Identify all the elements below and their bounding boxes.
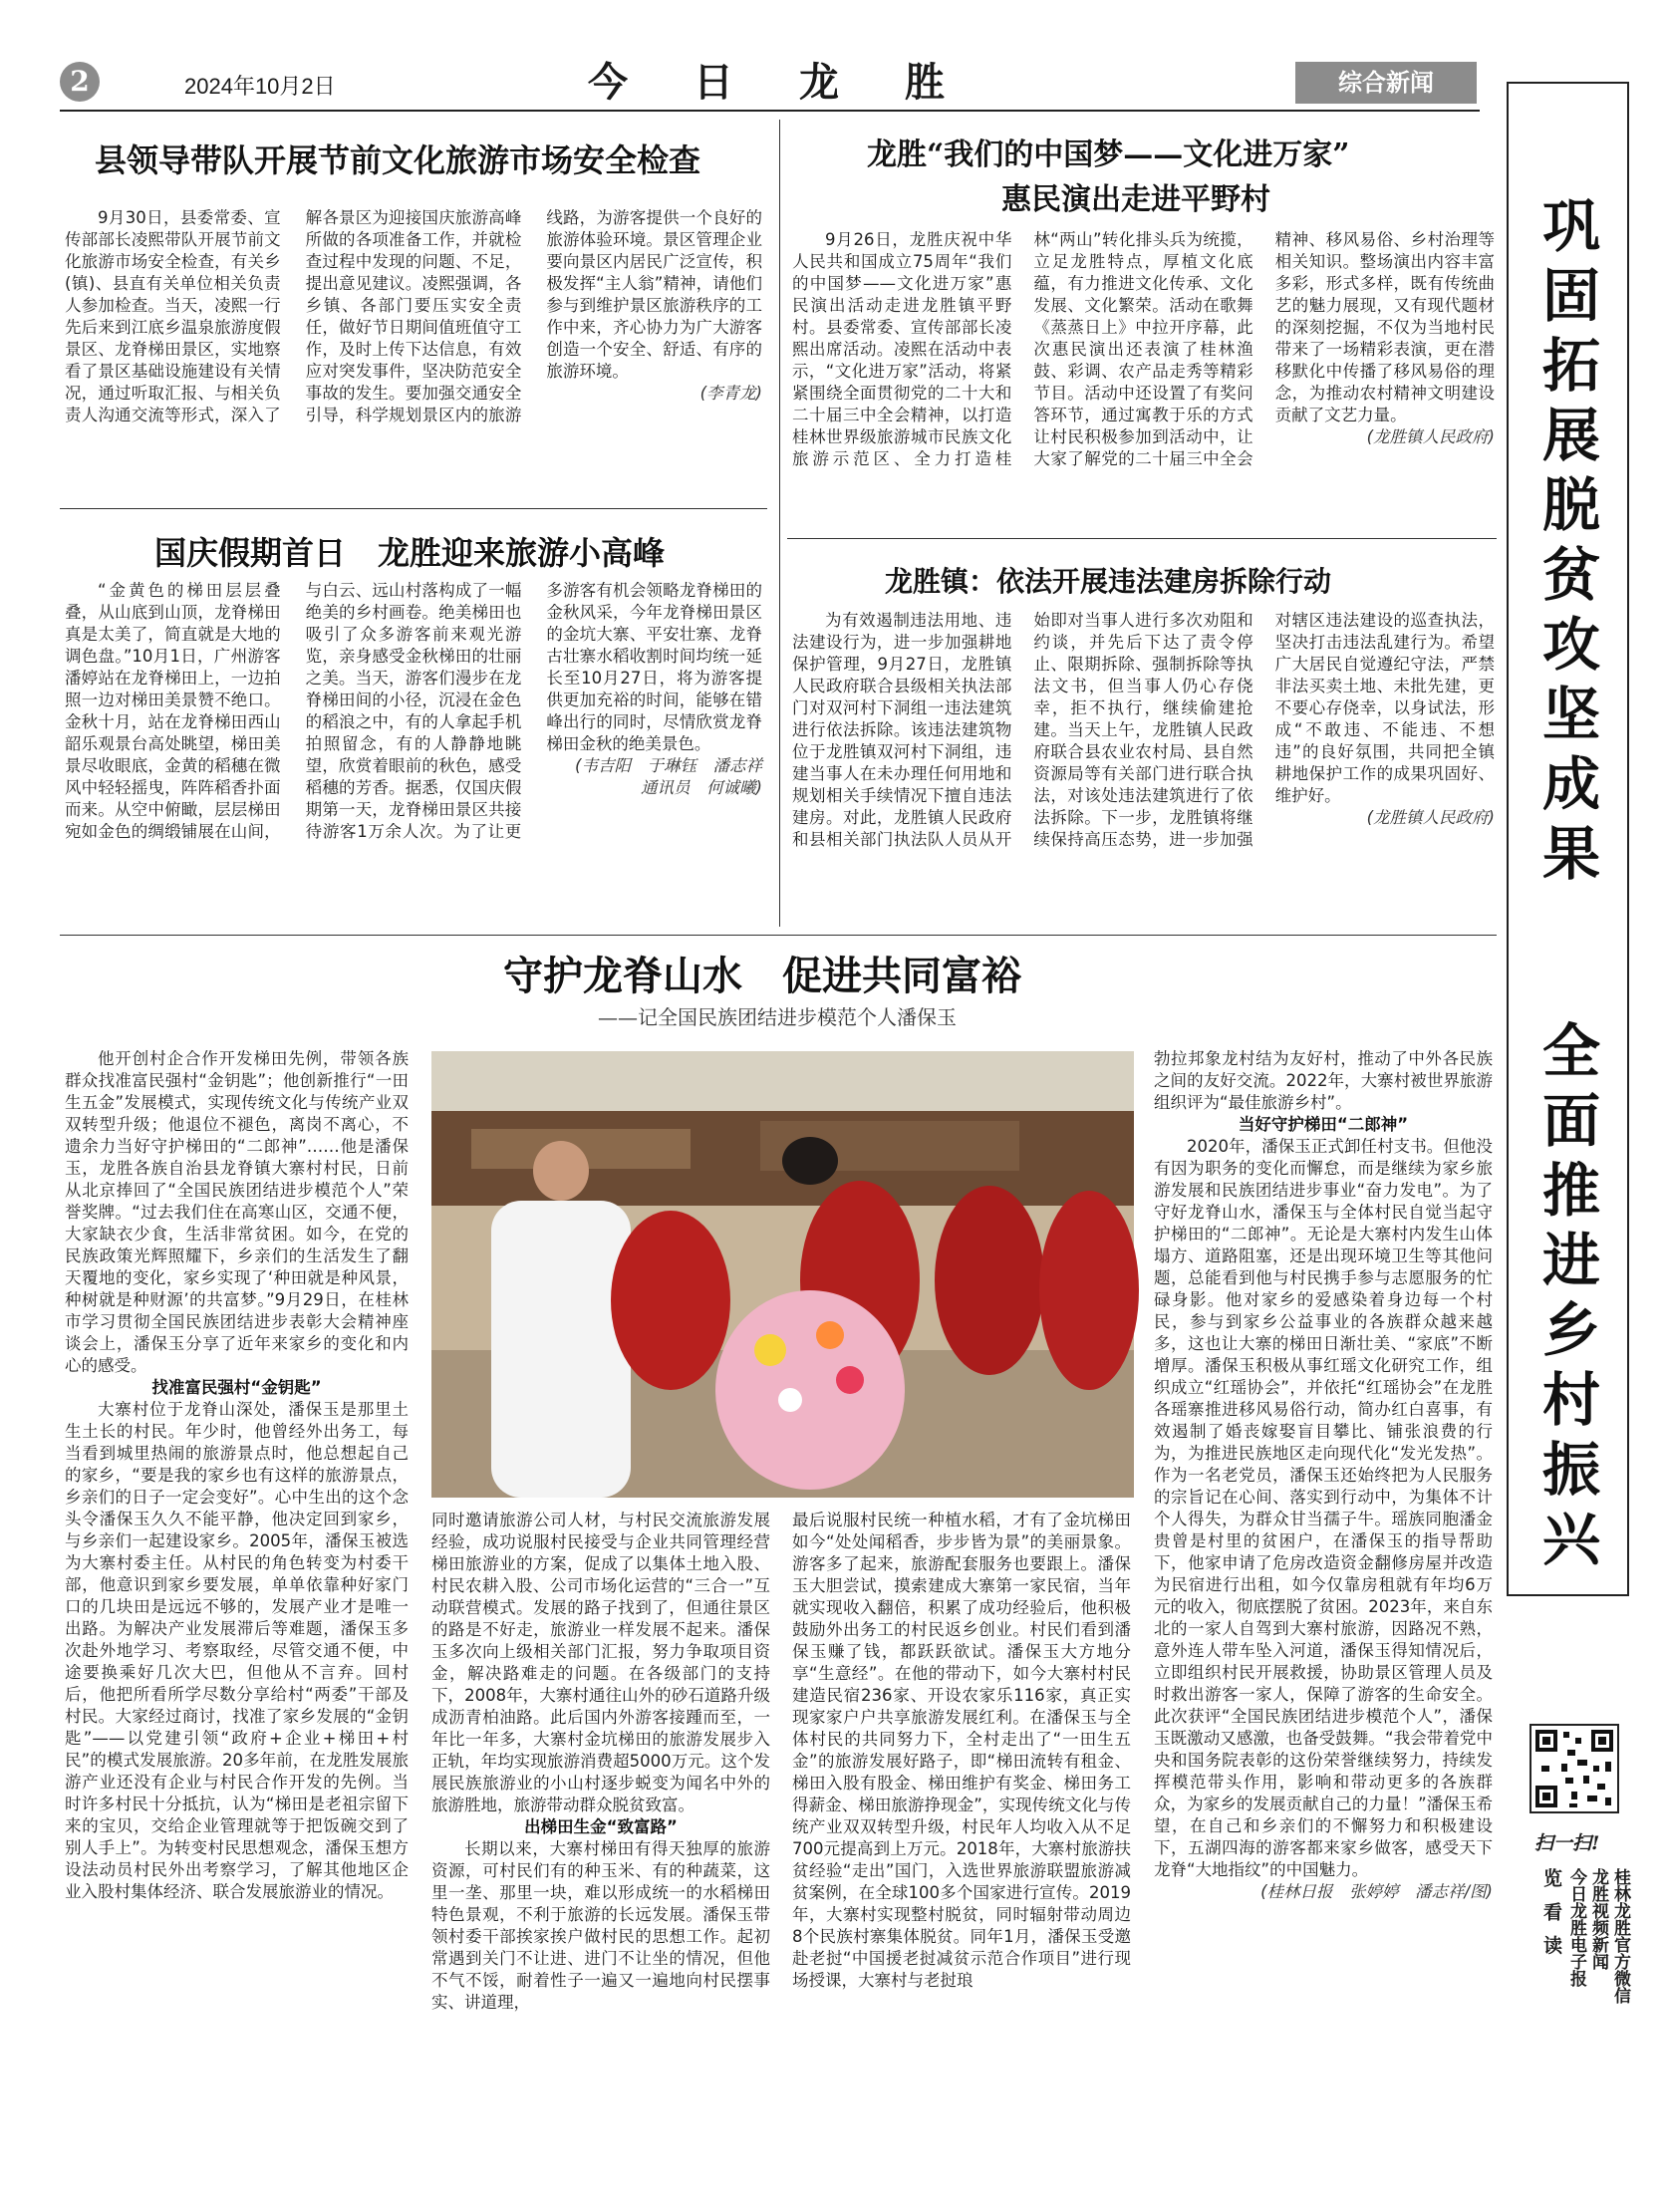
article-4-title: 龙胜镇：依法开展违法建房拆除行动	[885, 565, 1332, 598]
article-1-credit: (李青龙)	[699, 384, 762, 403]
article-2-credit: (韦吉阳 于琳钰 潘志祥 通讯员 何诚曦)	[575, 756, 779, 797]
masthead-char: 胜	[905, 59, 947, 106]
feature-col-2	[431, 1510, 770, 2154]
slogan-line-2: 全面推进乡村振兴	[1532, 1020, 1600, 1578]
feature-subhead: 找准富民强村“金钥匙”	[151, 1378, 322, 1397]
qr-link-wechat[interactable]: 桂林龙胜官方微信	[1610, 1868, 1630, 2004]
feature-col-4	[1154, 1048, 1493, 2154]
masthead	[588, 58, 947, 108]
article-4-text: 为有效遏制违法用地、违法建设行为，进一步加强耕地保护管理，9月27日，龙胜镇人民政府联合县级相关执法部门对双河村下洞组一违法建筑进行依法拆除。该违法建筑物位于龙胜镇双河村下洞组，违建当事人在未办理任何用地和规划相关手续情况下擅自违法建房。对此，龙胜镇人民政府和县相关部门执法队人员从开始即对当事人进行多次劝阻和约谈，并先后下达了责令停止、限期拆除、强制拆除等执法文书，但当事人仍心存侥幸，拒不执行，继续偷建抢建。当天上午，龙胜镇人民政府联合县农业农村局、县自然资源局等有关部门进行联合执法，对该处违法建筑进行了依法拆除。下一步，龙胜镇将继续保持高压态势，进一步加强对辖区违法建设的巡查执法，坚决打击违法乱建行为。希望广大居民自觉遵纪守法，严禁非法买卖土地、未批先建，更不要心存侥幸，以身试法，形成“不敢违、不能违、不想违”的良好氛围，共同把全镇耕地保护工作的成果巩固好、维护好。	[792, 611, 1495, 849]
feature-photo	[431, 1051, 1134, 1498]
slogan-box	[1507, 82, 1629, 1596]
column-divider	[779, 120, 780, 927]
page-number: 2	[60, 62, 100, 102]
masthead-char: 今	[588, 59, 630, 106]
feature-col-1	[65, 1048, 409, 2154]
article-2-title: 国庆假期首日 龙胜迎来旅游小高峰	[154, 534, 666, 572]
feature-title: 守护龙脊山水 促进共同富裕	[503, 953, 1021, 999]
article-4-credit: (龙胜镇人民政府)	[1366, 808, 1495, 827]
divider	[787, 538, 1497, 539]
article-1-title: 县领导带队开展节前文化旅游市场安全检查	[95, 141, 701, 179]
article-4-body	[792, 610, 1495, 927]
section-label: 综合新闻	[1295, 62, 1477, 104]
slogan-line-1: 巩固拓展脱贫攻坚成果	[1532, 195, 1600, 893]
article-3-credit: (龙胜镇人民政府)	[1366, 427, 1495, 446]
qr-caption: 扫一扫!	[1534, 1832, 1600, 1854]
feature-subhead: 当好守护梯田“二郎神”	[1238, 1115, 1409, 1134]
feature-text: 大寨村位于龙脊山深处，潘保玉是那里土生土长的村民。年少时，他曾经外出务工，每当看到城里热闹的旅游景点时，他总想起自己的家乡，“要是我的家乡也有这样的旅游景点，乡亲们的日子一定会变好”。心中生出的这个念头令潘保玉久久不能平静，他决定回到家乡，与乡亲们一起建设家乡。2005年，潘保玉被选为大寨村委主任。从村民的角色转变为村委干部，他意识到家乡要发展，单单依靠种好家门口的几块田是远远不够的，发展产业才是唯一出路。为解决产业发展滞后等难题，潘保玉多次赴外地学习、考察取经，尽管交通不便，中途要换乘好几次大巴，但他从不言弃。回村后，他把所看所学尽数分享给村“两委”干部及村民。大家经过商讨，找准了家乡发展的“金钥匙”——以党建引领“政府+企业+梯田+村民”的模式发展旅游。20多年前，在龙胜发展旅游产业还没有企业与村民合作开发的先例。当时许多村民十分抵抗，认为“梯田是老祖宗留下来的宝贝，交给企业管理就等于把饭碗交到了别人手上”。为转变村民思想观念，潘保玉想方设法动员村民外出考察学习，了解其他地区企业入股村集体经济、联合发展旅游业的情况。	[65, 1400, 409, 1901]
header-rule	[60, 110, 1480, 112]
qr-link-epaper[interactable]: 今日龙胜电子报	[1566, 1868, 1586, 1987]
masthead-char: 龙	[799, 59, 841, 106]
feature-text: 2020年，潘保玉正式卸任村支书。但他没有因为职务的变化而懈怠，而是继续为家乡旅游发展和民族团结进步事业“奋力发电”。为了守好龙脊山水，潘保玉与全体村民自觉当起守护梯田的“二郎神”。无论是大寨村内发生山体塌方、道路阻塞，还是出现环境卫生等其他问题，总能看到他与村民携手参与志愿服务的忙碌身影。他对家乡的爱感染着身边每一个村民，参与到家乡公益事业的各族群众越来越多，这也让大寨的梯田日渐壮美、“家底”不断增厚。潘保玉积极从事红瑶文化研究工作，组织成立“红瑶协会”，并依托“红瑶协会”在龙胜各瑶寨推进移风易俗行动，简办红白喜事，有效遏制了婚丧嫁娶盲目攀比、铺张浪费的行为，为推进民族地区走向现代化“发光发热”。作为一名老党员，潘保玉还始终把为人民服务的宗旨记在心间、落实到行动中，为集体不计个人得失，为群众甘当孺子牛。瑶族同胞潘金贵曾是村里的贫困户，在潘保玉的指导帮助下，他家申请了危房改造资金翻修房屋并改造为民宿进行出租，如今仅靠房租就有年均6万元的收入，彻底摆脱了贫困。2023年，来自东北的一家人自驾到大寨村旅游，因路况不熟，意外连人带车坠入河道，潘保玉得知情况后，立即组织村民开展救援，协助景区管理人员及时救出游客一家人，保障了游客的生命安全。此次获评“全国民族团结进步模范个人”，潘保玉既激动又感激，也备受鼓舞。“我会带着党中央和国务院表彰的这份荣誉继续努力，持续发挥模范带头作用，影响和带动更多的各族群众，为家乡的发展贡献自己的力量！”潘保玉希望，在自己和乡亲们的不懈努力和积极建设下，五湖四海的游客都来家乡做客，感受天下龙脊“大地指纹”的中国魅力。	[1154, 1137, 1493, 1879]
feature-subtitle: ——记全国民族团结进步模范个人潘保玉	[598, 1005, 957, 1029]
feature-text: 勃拉邦象龙村结为友好村，推动了中外各民族之间的友好交流。2022年，大寨村被世界旅游组织评为“最佳旅游乡村”。	[1154, 1049, 1493, 1112]
feature-text: 最后说服村民统一种植水稻，才有了金坑梯田如今“处处闻稻香，步步皆为景”的美丽景象。游客多了起来，旅游配套服务也要跟上。潘保玉大胆尝试，摸索建成大寨第一家民宿，当年就实现收入翻倍，积累了成功经验后，他积极鼓励外出务工的村民返乡创业。村民们看到潘保玉赚了钱，都跃跃欲试。潘保玉大方地分享“生意经”。在他的带动下，如今大寨村村民建造民宿236家、开设农家乐116家，真正实现家家户户共享旅游发展红利。在潘保玉与全体村民的共同努力下，全村走出了“一田生五金”的旅游发展好路子，即“梯田流转有租金、梯田入股有股金、梯田维护有奖金、梯田务工得薪金、梯田旅游挣现金”，实现传统文化与传统产业双双转型升级，村民年人均收入从不足700元提高到上万元。2018年，大寨村旅游扶贫经验“走出”国门，入选世界旅游联盟旅游减贫案例，在全球100多个国家进行宣传。2019年，大寨村实现整村脱贫，同时辐射带动周边8个民族村寨集体脱贫。同年1月，潘保玉受邀赴老挝“中国援老挝减贫示范合作项目”进行现场授课，大寨村与老挝琅	[792, 1511, 1131, 1990]
feature-text: 同时邀请旅游公司人材，与村民交流旅游发展经验，成功说服村民接受与企业共同管理经营梯田旅游业的方案，促成了以集体土地入股、村民农耕入股、公司市场化运营的“三合一”互动联营模式。发展的路子找到了，但通往景区的路是不好走，旅游业一样发展不起来。潘保玉多次向上级相关部门汇报，努力争取项目资金，解决路难走的问题。在各级部门的支持下，2008年，大寨村通往山外的砂石道路升级成沥青柏油路。此后国内外游客接踵而至，一年比一年多，大寨村金坑梯田的旅游发展步入正轨，年均实现旅游消费超5000万元。这个发展民族旅游业的小山村逐步蜕变为闻名中外的旅游胜地，旅游带动群众脱贫致富。	[431, 1511, 770, 1814]
article-3-text: 9月26日，龙胜庆祝中华人民共和国成立75周年“我们的中国梦——文化进万家”惠民演出活动走进龙胜镇平野村。县委常委、宣传部部长凌熙出席活动。凌熙在活动中表示，“文化进万家”活动，将紧紧围绕全面贯彻党的二十大和二十届三中全会精神，以打造桂林世界级旅游城市民族文化旅游示范区、全力打造桂林“两山”转化排头兵为统揽，立足龙胜特点，厚植文化底蕴，有力推进文化传承、文化发展、文化繁荣。活动在歌舞《蒸蒸日上》中拉开序幕，此次惠民演出还表演了桂林渔鼓、彩调、农产品走秀等精彩节目。活动中还设置了有奖问答环节，通过寓教于乐的方式让村民积极参加到活动中，让大家了解党的二十届三中全会精神、移风易俗、乡村治理等相关知识。整场演出内容丰富多彩，形式多样，既有传统曲艺的魅力展现，又有现代题材的深刻挖掘，不仅为当地村民带来了一场精彩表演，更在潜移默化中传播了移风易俗的理念，为推动农村精神文明建设贡献了文艺力量。	[792, 230, 1495, 468]
feature-text: 他开创村企合作开发梯田先例，带领各族群众找准富民强村“金钥匙”；他创新推行“一田生五金”发展模式，实现传统文化与传统产业双双转型升级；他退位不褪色，离岗不离心，不遗余力当好守护梯田的“二郎神”……他是潘保玉，龙胜各族自治县龙脊镇大寨村村民，日前从北京捧回了“全国民族团结进步模范个人”荣誉奖牌。“过去我们住在高寒山区，交通不便，大家缺衣少食，生活非常贫困。如今，在党的民族政策光辉照耀下，乡亲们的生活发生了翻天覆地的变化，家乡实现了‘种田就是种风景，种树就是种财源’的共富梦。”9月29日，在桂林市学习贯彻全国民族团结进步表彰大会精神座谈会上，潘保玉分享了近年来家乡的变化和内心的感受。	[65, 1049, 409, 1375]
qr-read-label: 览 看 读	[1540, 1868, 1562, 1959]
article-1-text: 9月30日，县委常委、宣传部部长凌熙带队开展节前文化旅游市场安全检查，有关乡(镇)、县直有关单位相关负责人参加检查。当天，凌熙一行先后来到江底乡温泉旅游度假景区、龙脊梯田景区，实地察看了景区基础设施建设有关情况，通过听取汇报、与相关负责人沟通交流等形式，深入了解各景区为迎接国庆旅游高峰所做的各项准备工作，并就检查过程中发现的问题、不足，提出意见建议。凌熙强调，各乡镇、各部门要压实安全责任，做好节日期间值班值守工作，及时上传下达信息，有效应对突发事件，坚决防范安全事故的发生。要加强交通安全引导，科学规划景区内的旅游线路，为游客提供一个良好的旅游体验环境。景区管理企业要向景区内居民广泛宣传，积极发挥“主人翁”精神，请他们参与到维护景区旅游秩序的工作中来，齐心协力为广大游客创造一个安全、舒适、有序的旅游环境。	[65, 208, 762, 424]
article-3-body	[792, 229, 1495, 528]
feature-col-3	[792, 1510, 1131, 2154]
feature-credit: (桂林日报 张婷婷 潘志祥/图)	[1260, 1882, 1493, 1901]
feature-subhead: 出梯田生金“致富路”	[524, 1817, 678, 1836]
article-3-title: 龙胜“我们的中国梦——文化进万家”	[867, 138, 1350, 172]
feature-text: 长期以来，大寨村梯田有得天独厚的旅游资源，可村民们有的种玉米、有的种蔬菜，这里一垄、那里一块，难以形成统一的水稻梯田特色景观，不利于旅游的长远发展。潘保玉带领村委干部挨家挨户做村民的思想工作。起初常遇到关门不让进、进门不让坐的情况，但他不气不馁，耐着性子一遍又一遍地向村民摆事实、讲道理，	[431, 1839, 770, 2012]
article-2-text: “金黄色的梯田层层叠叠，从山底到山顶，龙脊梯田真是太美了，简直就是大地的调色盘。”10月1日，广州游客潘婷站在龙脊梯田上，一边拍照一边对梯田美景赞不绝口。金秋十月，站在龙脊梯田西山韶乐观景台高处眺望，梯田美景尽收眼底，金黄的稻穗在微风中轻轻摇曳，阵阵稻香扑面而来。从空中俯瞰，层层梯田宛如金色的绸缎铺展在山间，与白云、远山村落构成了一幅绝美的乡村画卷。绝美梯田也吸引了众多游客前来观光游览，亲身感受金秋梯田的壮丽之美。当天，游客们漫步在龙脊梯田间的小径，沉浸在金色的稻浪之中，有的人拿起手机拍照留念，有的人静静地眺望，欣赏着眼前的秋色，感受稻穗的芳香。据悉，仅国庆假期第一天，龙脊梯田景区共接待游客1万余人次。为了让更多游客有机会领略龙脊梯田的金秋风采，今年龙脊梯田景区的金坑大寨、平安壮寨、龙脊古壮寨水稻收割时间均统一延长至10月27日，将为游客提供更加充裕的时间，能够在错峰出行的同时，尽情欣赏龙脊梯田金秋的绝美景色。	[65, 581, 762, 841]
article-1-body	[65, 207, 762, 498]
divider	[60, 935, 1497, 936]
qr-link-video[interactable]: 龙胜视频新闻	[1588, 1868, 1608, 1970]
issue-date: 2024年10月2日	[184, 74, 336, 99]
masthead-char: 日	[694, 59, 735, 106]
article-3-subtitle: 惠民演出走进平野村	[1001, 182, 1270, 217]
divider	[60, 508, 767, 509]
qr-code[interactable]	[1529, 1724, 1619, 1813]
article-2-body	[65, 580, 779, 929]
